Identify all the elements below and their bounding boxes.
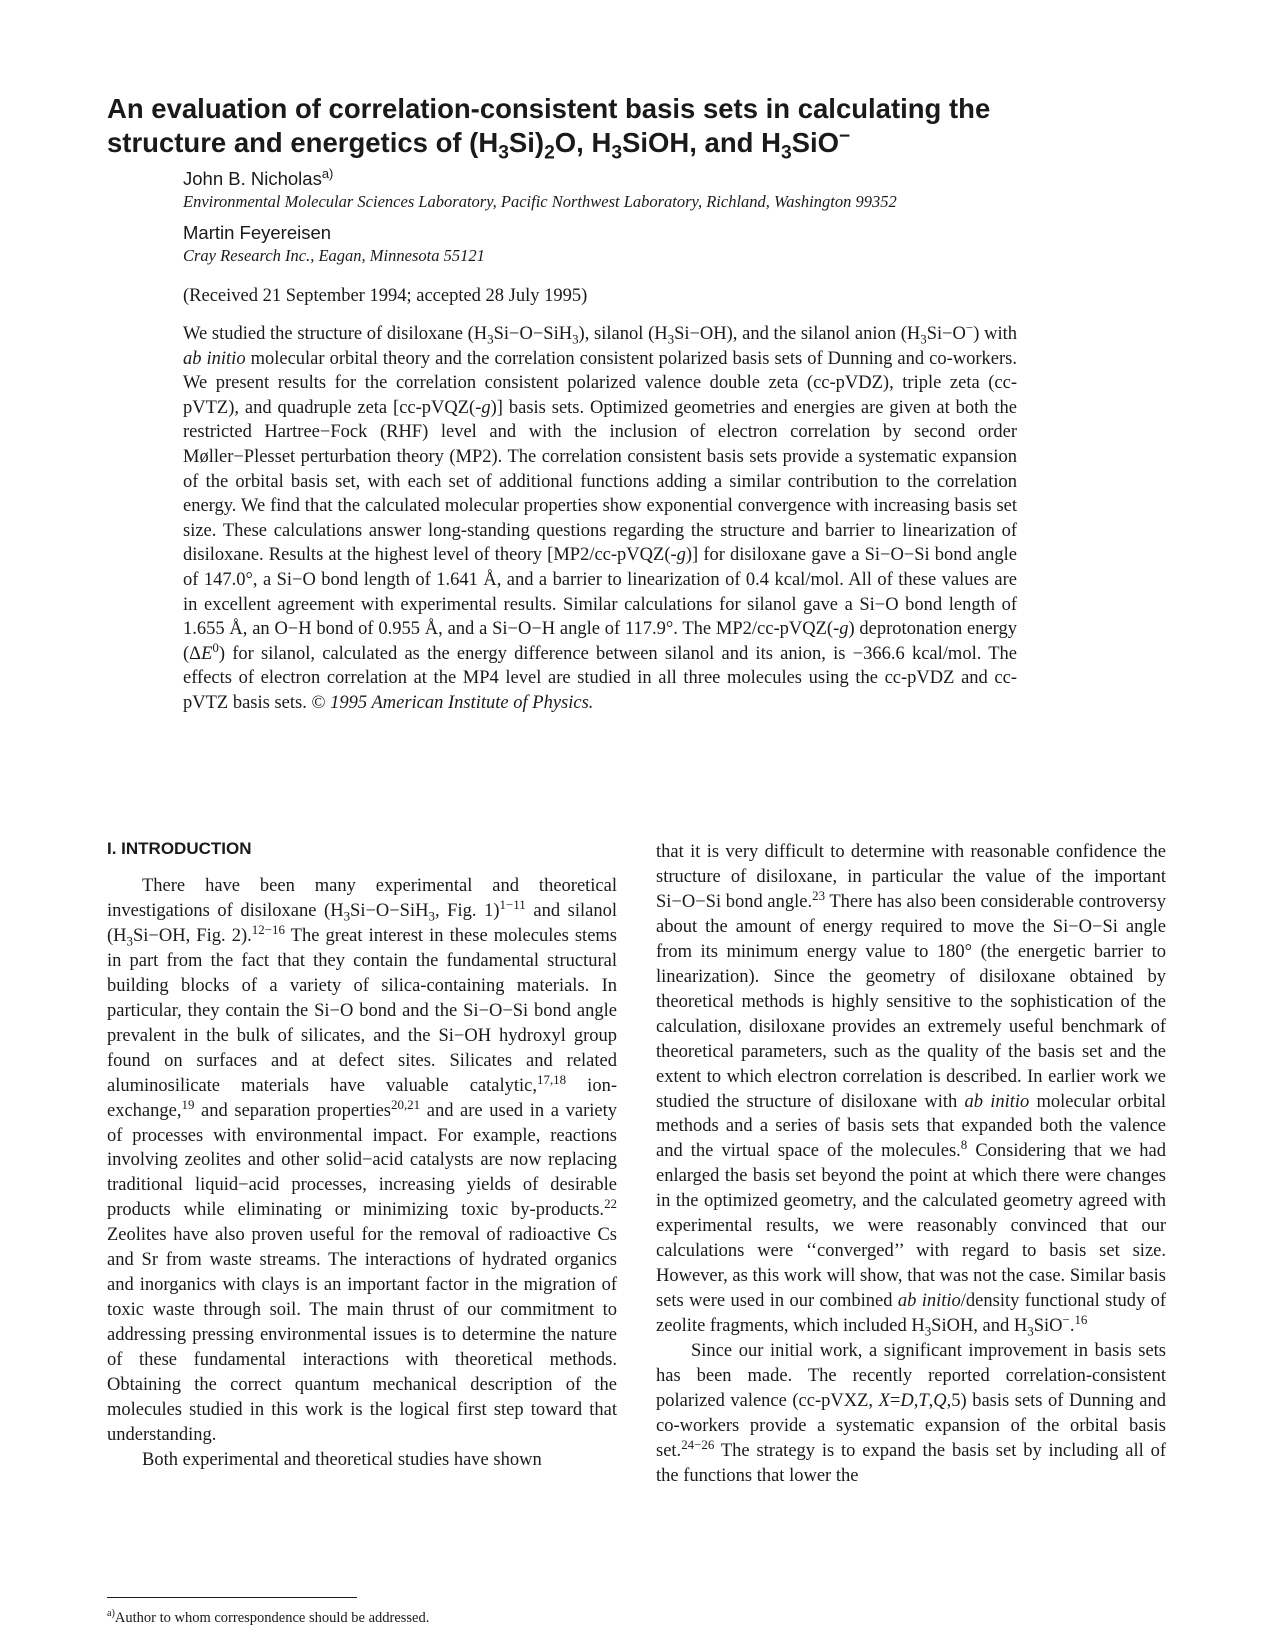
paragraph: that it is very difficult to determine with reasonable confidence the structure of disiloxane, in particular the value of the important Si−O−Si bond angle.$^{23}$ There has also been considerable controversy about the amount of energy required to move the Si−O−Si angle from its minimum energy value to 180° (the energetic barrier to linearization). Since the geometry of disiloxane obtained by theoretical methods is highly sensitive to the sophistication of the calculation, disiloxane provides an extremely useful benchmark of theoretical parameters, such as the quality of the basis set and the extent to which electron correlation is described. In earlier work we studied the structure of disiloxane with ab initio molecular orbital methods and a series of basis sets that expanded both the valence and the virtual space of the molecules.$^8$ Considering that we had enlarged the basis set beyond the point at which there were changes in the optimized geometry, and the calculated geometry agreed with experimental results, we were reasonably convinced that our calculations were ‘‘converged’’ with regard to basis set size. However, as this work will show, that was not the case. Similar basis sets were used in our combined ab initio/density functional study of zeolite fragments, which included $H_3SiOH$, and $H_3SiO^-.^{16}$ <box>656 842 1167 1339</box>
body-column-left <box>107 874 617 1473</box>
paper-title: An evaluation of correlation-consistent basis sets in calculating the structure and energetics of $(H_3Si)_2O$, $H_3SiOH$, and $H_3SiO^-$ <box>107 93 991 164</box>
author-name-2: Martin Feyereisen <box>183 222 332 243</box>
abstract: We studied the structure of disiloxane $(H_3Si-O-SiH_3)$, silanol $(H_3Si-OH)$, and the silanol anion $(H_3Si-O^-)$ with ab initio molecular orbital theory and the correlation consistent polarized basis sets of Dunning and co-workers. We present results for the correlation consistent polarized valence double zeta (cc-pVDZ), triple zeta (cc-pVTZ), and quadruple zeta [cc-pVQZ(-g)] basis sets. Optimized geometries and energies are given at both the restricted Hartree−Fock (RHF) level and with the inclusion of electron correlation by second order Møller−Plesset perturbation theory (MP2). The correlation consistent basis sets provide a systematic expansion of the orbital basis set, with each set of additional functions adding a similar contribution to the correlation energy. We find that the calculated molecular properties show exponential convergence with increasing basis set size. These calculations answer long-standing questions regarding the structure and barrier to linearization of disiloxane. Results at the highest level of theory [MP2/cc-pVQZ(-g)] for disiloxane gave a Si−O−Si bond angle of 147.0°, a Si−O bond length of 1.641 Å, and a barrier to linearization of 0.4 kcal/mol. All of these values are in excellent agreement with experimental results. Similar calculations for silanol gave a Si−O bond length of 1.655 Å, an O−H bond of 0.955 Å, and a Si−O−H angle of 117.9°. The MP2/cc-pVQZ(-g) deprotonation energy $(\Delta E^0)$ for silanol, calculated as the energy difference between silanol and its anion, is −366.6 kcal/mol. The effects of electron correlation at the MP4 level are studied in all three molecules using the cc-pVDZ and cc-pVTZ basis sets. © 1995 American Institute of Physics. <box>183 319 1017 713</box>
paragraph: There have been many experimental and theoretical investigations of disiloxane ($H_3Si-O-SiH_3$, Fig. 1)$^{1-11}$ and silanol ($H_3Si-OH$, Fig. 2).$^{12-16}$ The great interest in these molecules stems in part from the fact that they contain the fundamental structural building blocks of a variety of silica-containing materials. In particular, they contain the Si−O bond and the Si−O−Si bond angle prevalent in the bulk of silicates, and the Si−OH hydroxyl group found on surfaces and at defect sites. Silicates and related aluminosilicate materials have valuable catalytic,$^{17,18}$ ion-exchange,$^{19}$ and separation properties$^{20,21}$ and are used in a variety of processes with environmental impact. For example, reactions involving zeolites and other solid−acid catalysts are now replacing traditional liquid−acid processes, increasing yields of desirable products while eliminating or minimizing toxic by-products.$^{22}$ Zeolites have also proven useful for the removal of radioactive Cs and Sr from waste streams. The interactions of hydrated organics and inorganics with clays is an important factor in the migration of toxic waste through soil. The main thrust of our commitment to addressing pressing environmental issues is to determine the nature of these fundamental interactions with theoretical methods. Obtaining the correct quantum mechanical description of the molecules studied in this work is the logical first step toward that understanding. <box>107 876 618 1445</box>
footnote: $^{a)}$Author to whom correspondence should be addressed. <box>107 1608 430 1626</box>
paragraph: Both experimental and theoretical studies have shown <box>142 1449 542 1470</box>
section-heading: I. INTRODUCTION <box>107 839 252 858</box>
received-dates: (Received 21 September 1994; accepted 28 July 1995) <box>183 286 588 306</box>
footnote-divider <box>107 1597 357 1598</box>
author-name-1: John B. Nicholas$^{a)}$ <box>183 165 334 189</box>
paragraph: Since our initial work, a significant improvement in basis sets has been made. The recently reported correlation-consistent polarized valence (cc-pVXZ, X=D,T,Q,5) basis sets of Dunning and co-workers provide a systematic expansion of the orbital basis set.$^{24-26}$ The strategy is to expand the basis set by including all of the functions that lower the <box>656 1341 1166 1486</box>
body-column-right <box>656 840 1166 1489</box>
author-affiliation-1: Environmental Molecular Sciences Laboratory, Pacific Northwest Laboratory, Richland, Washington 99352 <box>183 192 897 211</box>
author-affiliation-2: Cray Research Inc., Eagan, Minnesota 55121 <box>183 246 485 265</box>
